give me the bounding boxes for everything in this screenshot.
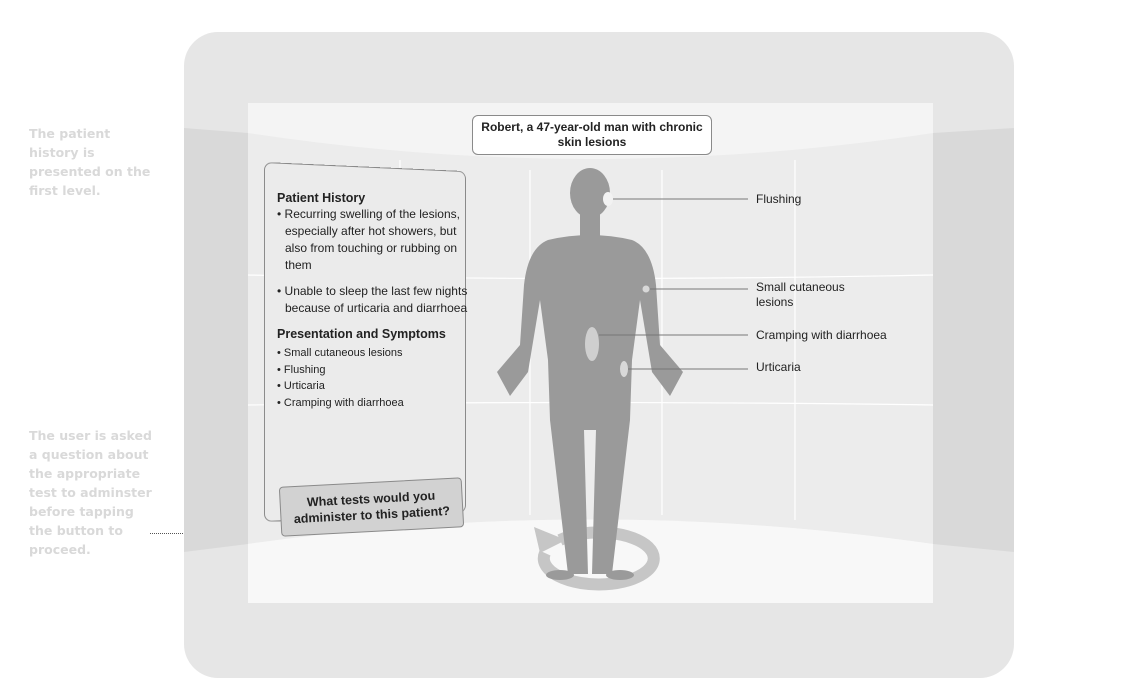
left-wall-outer — [184, 128, 248, 552]
question-button[interactable] — [279, 477, 464, 537]
callout-small-lesions: Small cutaneous lesions — [756, 280, 845, 309]
patient-title-text: Robert, a 47-year-old man with chronic skin lesions — [481, 120, 703, 149]
history-item: • Unable to sleep the last few nights because of urticaria and diarrhoea — [277, 284, 468, 315]
annotation-patient-history: The patient history is presented on the first level. — [29, 126, 151, 198]
right-wall-outer — [933, 128, 1014, 552]
patient-title — [472, 115, 712, 155]
symptom-item: • Cramping with diarrhoea — [277, 396, 404, 409]
cramping-marker — [585, 327, 599, 361]
history-item: • Recurring swelling of the lesions, especially after hot showers, but also from touching or rubbing on them — [277, 207, 460, 272]
callout-flushing: Flushing — [756, 192, 802, 206]
symptom-item: • Urticaria — [277, 380, 325, 392]
symptom-list — [277, 345, 477, 411]
symptom-item: • Small cutaneous lesions — [277, 347, 403, 359]
flushing-marker — [603, 192, 613, 206]
symptom-item: • Flushing — [277, 363, 326, 376]
annotation-question: The user is asked a question about the appropriate test to adminster before tapping the button to proceed. — [29, 428, 152, 557]
history-panel-content — [277, 190, 477, 411]
question-button-label: What tests would you administer to this patient? — [293, 488, 451, 527]
presentation-heading: Presentation and Symptoms — [277, 327, 446, 341]
urticaria-marker — [620, 361, 628, 377]
callout-cramping: Cramping with diarrhoea — [756, 328, 887, 342]
patient-history-heading: Patient History — [277, 191, 366, 205]
lesion-marker — [643, 286, 650, 293]
callout-urticaria: Urticaria — [756, 360, 801, 374]
